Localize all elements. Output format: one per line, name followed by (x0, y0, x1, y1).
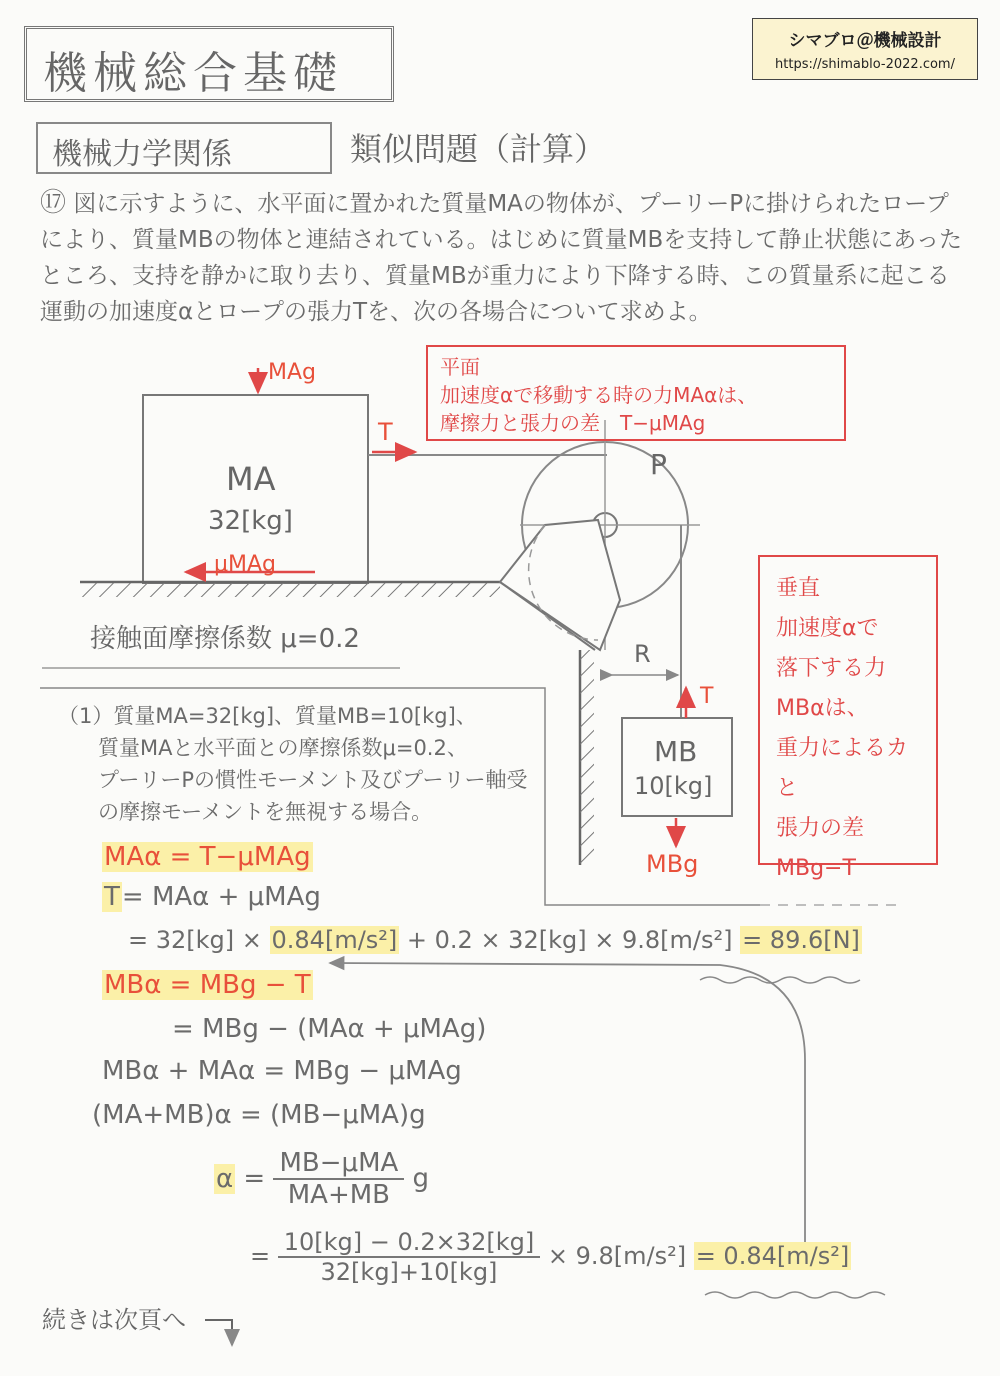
category-label: 機械力学関係 (36, 122, 332, 174)
friction-coefficient: 接触面摩擦係数 μ=0.2 (90, 624, 360, 654)
eq-1: MAα = T−μMAg (104, 842, 311, 872)
case1-line: （1）質量MA=32[kg]、質量MB=10[kg]、 (58, 704, 477, 728)
note-v-line: MBg−T (776, 856, 856, 881)
fraction: $\frac{\text{MB−μMA}}{MA+MB}$ (273, 1148, 404, 1210)
eq-3: = 32[kg] × 0.84[m/s²] + 0.2 × 32[kg] × 9.8[m/s²] = 89.6[N] (128, 926, 860, 954)
page-title: 機械総合基礎 (24, 26, 394, 102)
label-block-b: MB (654, 735, 698, 768)
note-horizontal (426, 345, 846, 441)
label-mbg: MBg (646, 850, 699, 878)
pulley-bracket (500, 520, 620, 650)
eq-7: (MA+MB)α = (MB−μMA)g (92, 1100, 426, 1130)
continue-note: 続きは次頁へ (42, 1306, 186, 1334)
case1-line: プーリーPの慣性モーメント及びプーリー軸受 (98, 768, 528, 792)
note-v-line: 落下する力 (776, 656, 887, 681)
brand-url[interactable]: https://shimablo-2022.com/ (775, 57, 955, 72)
problem-number: ⑰ (40, 188, 67, 218)
wall-hatch (580, 650, 594, 865)
case1-line: の摩擦モーメントを無視する場合。 (98, 800, 433, 824)
label-block-b-mass: 10[kg] (634, 772, 713, 800)
eq-2: T= MAα + μMAg (104, 882, 321, 912)
case1-description (58, 700, 528, 828)
ground-hatch (80, 583, 500, 597)
note-vertical (758, 555, 938, 881)
eq-8: α = $\frac{\text{MB−μMA}}{MA+MB}$ g (216, 1148, 430, 1210)
label-friction: μMAg (214, 552, 276, 577)
eq-5: = MBg − (MAα + μMAg) (172, 1014, 487, 1044)
label-block-a-mass: 32[kg] (208, 506, 293, 536)
label-block-a: MA (226, 460, 276, 498)
eq-9: = $\frac{10[kg] - 0.2\times 32[kg]}{32[kg]+10[kg]}$ × 9.8[m/s²] = 0.84[m/s²] (250, 1228, 850, 1286)
note-v-line: MBαは、 (776, 696, 869, 721)
fraction: $\frac{10[kg] - 0.2\times 32[kg]}{32[kg]+10[kg]}$ (278, 1228, 540, 1286)
eq-6: MBα + MAα = MBg − μMAg (102, 1056, 462, 1086)
label-pulley: P (650, 448, 667, 481)
note-v-line: 重力によるカと (776, 736, 909, 801)
note-h-line: 摩擦力と張力の差 T−μMAg (440, 411, 706, 435)
label-t-a: T (378, 418, 393, 446)
label-t-b: T (700, 684, 714, 709)
label-radius: R (634, 640, 651, 668)
brand-name: シマブロ＠機械設計 (788, 31, 942, 51)
subtitle: 類似問題（計算） (350, 130, 607, 168)
note-v-line: 張力の差 (776, 816, 865, 841)
note-v-line: 加速度αで (776, 616, 879, 641)
label-mag: MAg (268, 360, 316, 385)
note-h-line: 加速度αで移動する時の力MAαは、 (440, 383, 758, 407)
case1-line: 質量MAと水平面との摩擦係数μ=0.2、 (98, 736, 468, 760)
eq-4: MBα = MBg − T (104, 970, 311, 1000)
note-v-line: 垂直 (776, 576, 821, 601)
note-h-line: 平面 (440, 355, 480, 379)
problem-text: 図に示すように、水平面に置かれた質量MAの物体が、プーリーPに掛けられたロープにより、質量MBの物体と連結されている。はじめに質量MBを支持して静止状態にあったところ、支持を静かに取り去り、質量MBが重力により下降する時、この質量系に起こる運動の加速度αとロープの張力Tを、次の各場合について求めよ。 (40, 191, 963, 325)
